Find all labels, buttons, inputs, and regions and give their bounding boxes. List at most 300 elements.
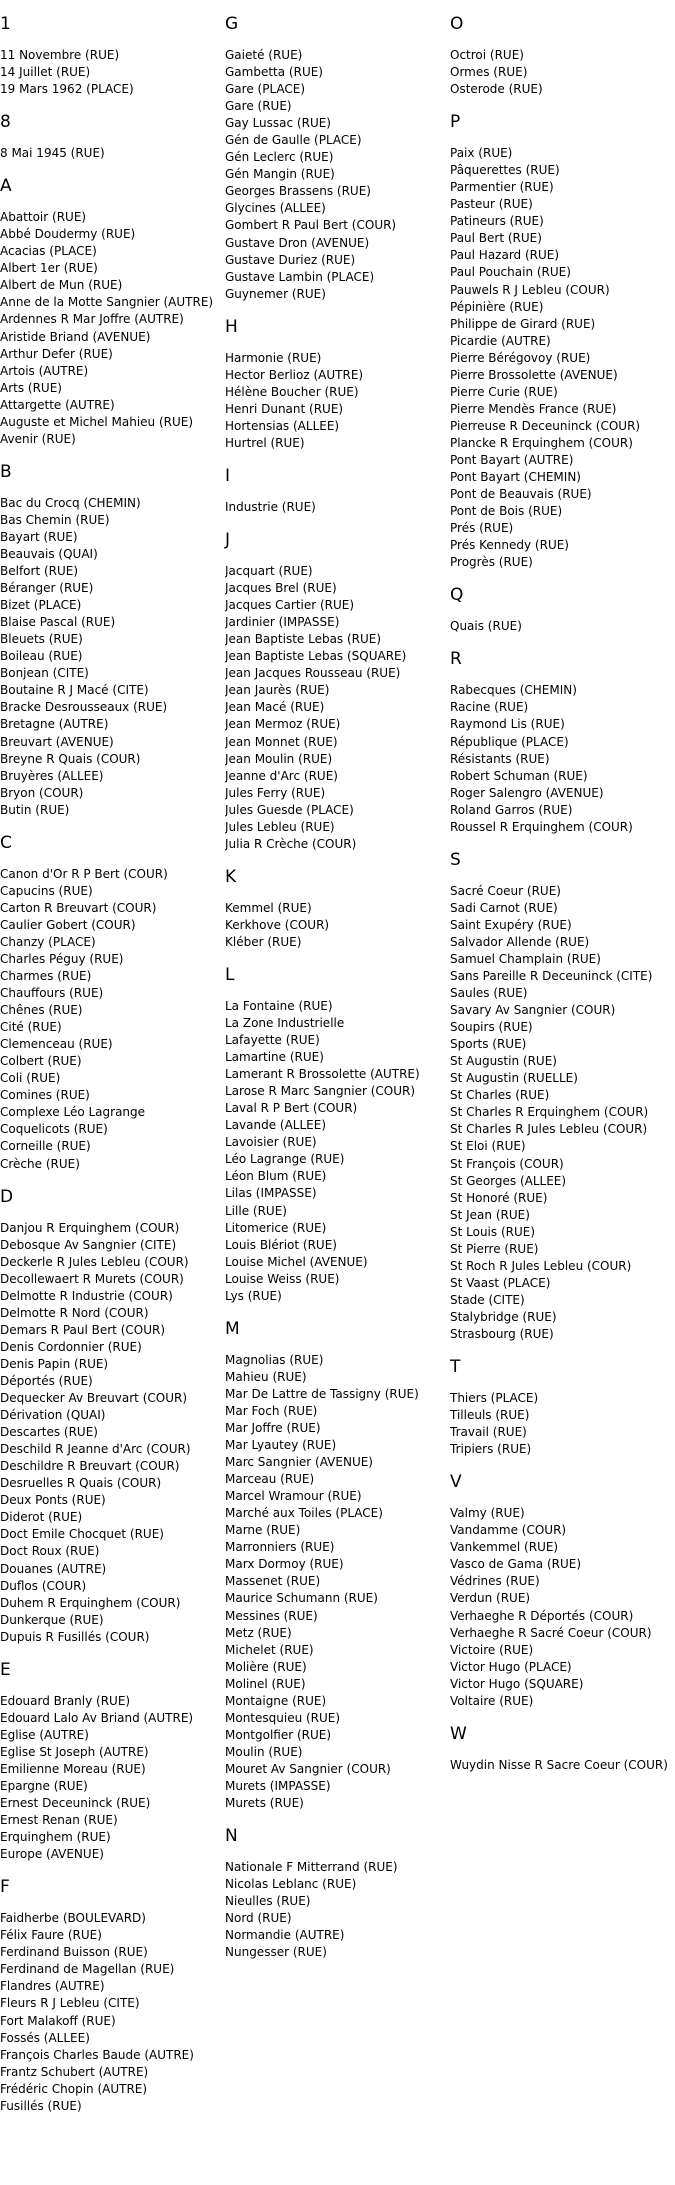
street-entry: Epargne (RUE): [0, 1778, 88, 1793]
street-entry: Nord (RUE): [225, 1911, 292, 1926]
street-entry: Gaieté (RUE): [225, 48, 303, 62]
street-entry: Belfort (RUE): [0, 564, 79, 579]
street-list: [225, 563, 450, 853]
street-entry: Doct Roux (RUE): [0, 1544, 100, 1559]
street-entry: Roussel R Erquinghem (COUR): [450, 819, 633, 834]
street-entry: Marc Sangnier (AVENUE): [225, 1455, 373, 1470]
street-entry: Tripiers (RUE): [450, 1442, 532, 1457]
street-entry: Arthur Defer (RUE): [0, 346, 113, 361]
street-entry: Eglise St Joseph (AUTRE): [0, 1744, 149, 1759]
street-entry: Aristide Briand (AVENUE): [0, 329, 151, 344]
letter-heading: R: [450, 649, 462, 670]
letter-section: [450, 648, 675, 835]
street-entry: Douanes (AUTRE): [0, 1561, 107, 1576]
letter-section: [0, 13, 225, 98]
street-entry: Paul Bert (RUE): [450, 231, 542, 246]
letter-heading: L: [225, 964, 235, 985]
street-entry: Picardie (AUTRE): [450, 333, 551, 348]
street-list: [0, 866, 225, 1173]
street-entry: Hurtrel (RUE): [225, 435, 305, 450]
street-entry: Jean Jacques Rousseau (RUE): [225, 666, 401, 681]
letter-section: [225, 316, 450, 452]
street-entry: Flandres (AUTRE): [0, 1979, 105, 1994]
street-entry: Bayart (RUE): [0, 529, 78, 544]
street-entry: Jean Moulin (RUE): [225, 751, 333, 766]
street-entry: St Eloi (RUE): [450, 1139, 526, 1154]
street-entry: Desruelles R Quais (COUR): [0, 1476, 162, 1491]
street-entry: Butin (RUE): [0, 802, 70, 817]
street-entry: Védrines (RUE): [450, 1574, 540, 1589]
street-entry: Canon d'Or R P Bert (COUR): [0, 866, 168, 881]
street-entry: Bac du Crocq (CHEMIN): [0, 495, 141, 510]
street-entry: Pépinière (RUE): [450, 299, 544, 314]
street-entry: Gustave Dron (AVENUE): [225, 235, 370, 250]
street-entry: Chanzy (PLACE): [0, 934, 96, 949]
street-entry: Carton R Breuvart (COUR): [0, 900, 157, 915]
letter-section: [0, 1876, 225, 2115]
street-entry: Gustave Duriez (RUE): [225, 252, 356, 267]
street-entry: Edouard Lalo Av Briand (AUTRE): [0, 1710, 194, 1725]
street-entry: Voltaire (RUE): [450, 1693, 534, 1708]
street-entry: Bracke Desrousseaux (RUE): [0, 700, 168, 715]
street-entry: Léon Blum (RUE): [225, 1169, 327, 1184]
street-list: [0, 1220, 225, 1646]
street-entry: Marché aux Toiles (PLACE): [225, 1506, 383, 1521]
street-entry: Résistants (RUE): [450, 751, 550, 766]
street-entry: Kléber (RUE): [225, 934, 302, 949]
letter-heading: A: [0, 176, 12, 197]
street-entry: Nieulles (RUE): [225, 1894, 311, 1909]
street-entry: Salvador Allende (RUE): [450, 934, 590, 949]
street-list: [450, 145, 675, 571]
letter-section: [450, 584, 675, 635]
street-entry: Gay Lussac (RUE): [225, 116, 331, 131]
street-entry: Sacré Coeur (RUE): [450, 883, 561, 898]
street-entry: Dequecker Av Breuvart (COUR): [0, 1391, 188, 1406]
letter-section: [0, 461, 225, 819]
street-entry: Soupirs (RUE): [450, 1020, 533, 1035]
street-entry: Jardinier (IMPASSE): [225, 615, 340, 630]
letter-heading: M: [225, 1318, 240, 1339]
street-entry: Nicolas Leblanc (RUE): [225, 1877, 357, 1892]
street-entry: St Roch R Jules Lebleu (COUR): [450, 1258, 632, 1273]
street-entry: Ernest Renan (RUE): [0, 1813, 118, 1828]
letter-heading: P: [450, 112, 461, 133]
street-entry: Raymond Lis (RUE): [450, 717, 565, 732]
street-entry: Albert 1er (RUE): [0, 261, 98, 276]
street-entry: Lille (RUE): [225, 1203, 287, 1218]
street-entry: Bizet (PLACE): [0, 598, 82, 613]
street-entry: Verdun (RUE): [450, 1591, 531, 1606]
street-entry: Europe (AVENUE): [0, 1847, 104, 1862]
street-list: [225, 1352, 450, 1812]
street-entry: Marceau (RUE): [225, 1472, 315, 1487]
street-entry: Gén Mangin (RUE): [225, 167, 335, 182]
street-entry: Litomerice (RUE): [225, 1220, 327, 1235]
street-entry: Roger Salengro (AVENUE): [450, 785, 604, 800]
street-entry: Montaigne (RUE): [225, 1693, 327, 1708]
street-entry: Jean Baptiste Lebas (SQUARE): [225, 649, 407, 664]
street-entry: Lafayette (RUE): [225, 1033, 320, 1048]
street-entry: Vasco de Gama (RUE): [450, 1557, 582, 1572]
letter-heading: 8: [0, 112, 11, 133]
street-entry: Pauwels R J Lebleu (COUR): [450, 282, 610, 297]
street-entry: Danjou R Erquinghem (COUR): [0, 1220, 180, 1235]
street-entry: Henri Dunant (RUE): [225, 401, 344, 416]
street-entry: Thiers (PLACE): [450, 1391, 539, 1406]
letter-heading: C: [0, 832, 12, 853]
street-entry: Coquelicots (RUE): [0, 1122, 108, 1137]
letter-section: [225, 529, 450, 853]
street-entry: Delmotte R Nord (COUR): [0, 1305, 149, 1320]
letter-heading: G: [225, 14, 239, 34]
street-entry: Strasbourg (RUE): [450, 1327, 554, 1341]
street-entry: Deschildre R Breuvart (COUR): [0, 1459, 180, 1474]
street-entry: St Honoré (RUE): [450, 1190, 548, 1205]
street-entry: La Zone Industrielle: [225, 1016, 345, 1031]
letter-heading: B: [0, 461, 12, 482]
street-entry: Edouard Branly (RUE): [0, 1693, 131, 1708]
street-entry: Massenet (RUE): [225, 1574, 321, 1589]
street-entry: Gombert R Paul Bert (COUR): [225, 218, 397, 233]
street-entry: Abbé Doudermy (RUE): [0, 227, 136, 242]
street-entry: Pierre Curie (RUE): [450, 384, 558, 399]
street-entry: Vankemmel (RUE): [450, 1540, 559, 1555]
street-entry: Colbert (RUE): [0, 1054, 82, 1069]
letter-section: [450, 849, 675, 1343]
street-entry: Lamartine (RUE): [225, 1050, 324, 1065]
street-entry: St Jean (RUE): [450, 1207, 530, 1222]
street-entry: Victor Hugo (SQUARE): [450, 1676, 584, 1691]
street-entry: Doct Emile Chocquet (RUE): [0, 1527, 164, 1542]
street-entry: Roland Garros (RUE): [450, 802, 573, 817]
street-entry: Attargette (AUTRE): [0, 397, 115, 412]
street-entry: Magnolias (RUE): [225, 1352, 324, 1367]
street-entry: Victor Hugo (PLACE): [450, 1659, 572, 1674]
street-entry: Jean Monnet (RUE): [225, 734, 338, 749]
street-entry: Lamerant R Brossolette (AUTRE): [225, 1067, 420, 1082]
street-entry: Léo Lagrange (RUE): [225, 1152, 345, 1167]
letter-section: [450, 1723, 675, 1774]
street-entry: Sports (RUE): [450, 1037, 527, 1052]
letter-heading: 1: [0, 14, 11, 34]
street-entry: Pont de Beauvais (RUE): [450, 487, 592, 502]
street-entry: Georges Brassens (RUE): [225, 184, 371, 199]
street-entry: Samuel Champlain (RUE): [450, 951, 601, 966]
street-entry: Erquinghem (RUE): [0, 1830, 111, 1845]
street-entry: Denis Papin (RUE): [0, 1356, 109, 1371]
street-entry: Abattoir (RUE): [0, 210, 87, 225]
street-entry: Bonjean (CITE): [0, 666, 89, 681]
street-entry: Valmy (RUE): [450, 1506, 525, 1521]
street-list: [0, 1910, 225, 2115]
street-entry: Ardennes R Mar Joffre (AUTRE): [0, 312, 184, 327]
street-entry: Jeanne d'Arc (RUE): [225, 768, 338, 783]
street-entry: Denis Cordonnier (RUE): [0, 1339, 142, 1354]
street-entry: Messines (RUE): [225, 1608, 318, 1623]
street-entry: Nationale F Mitterrand (RUE): [225, 1860, 398, 1875]
street-entry: Fusillés (RUE): [0, 2098, 82, 2113]
street-entry: Jean Jaurès (RUE): [225, 683, 330, 698]
street-entry: Fort Malakoff (RUE): [0, 2013, 116, 2028]
street-entry: Sadi Carnot (RUE): [450, 900, 558, 915]
street-list: [0, 495, 225, 819]
street-entry: Boutaine R J Macé (CITE): [0, 683, 149, 698]
street-entry: Deckerle R Jules Lebleu (COUR): [0, 1254, 189, 1269]
street-entry: Robert Schuman (RUE): [450, 768, 588, 783]
street-entry: Auguste et Michel Mahieu (RUE): [0, 414, 194, 429]
letter-section: [450, 1471, 675, 1710]
street-entry: Bas Chemin (RUE): [0, 512, 110, 527]
street-entry: Glycines (ALLEE): [225, 201, 326, 216]
street-entry: Lys (RUE): [225, 1288, 282, 1303]
street-entry: Diderot (RUE): [0, 1510, 83, 1525]
street-entry: Stalybridge (RUE): [450, 1309, 557, 1324]
street-entry: Lilas (IMPASSE): [225, 1186, 317, 1201]
street-entry: Murets (RUE): [225, 1796, 304, 1811]
street-entry: Paix (RUE): [450, 146, 513, 161]
street-entry: Paul Pouchain (RUE): [450, 265, 571, 280]
street-entry: Murets (IMPASSE): [225, 1778, 331, 1793]
street-entry: Emilienne Moreau (RUE): [0, 1761, 146, 1776]
letter-section: [450, 13, 675, 98]
letter-heading: S: [450, 849, 461, 870]
street-entry: Nungesser (RUE): [225, 1945, 327, 1960]
street-entry: Saint Exupéry (RUE): [450, 917, 572, 932]
street-entry: Breyne R Quais (COUR): [0, 751, 141, 766]
street-entry: Eglise (AUTRE): [0, 1727, 89, 1742]
street-entry: Octroi (RUE): [450, 48, 524, 62]
street-list: [225, 1859, 450, 1961]
street-entry: Dunkerque (RUE): [0, 1612, 104, 1627]
street-entry: Bretagne (AUTRE): [0, 717, 109, 732]
street-entry: Ernest Deceuninck (RUE): [0, 1796, 151, 1811]
street-entry: Frédéric Chopin (AUTRE): [0, 2081, 148, 2096]
letter-section: [450, 111, 675, 571]
street-entry: Corneille (RUE): [0, 1139, 91, 1154]
street-entry: Bleuets (RUE): [0, 632, 83, 647]
street-entry: Kerkhove (COUR): [225, 917, 330, 932]
street-entry: Vandamme (COUR): [450, 1523, 567, 1538]
street-entry: Travail (RUE): [450, 1425, 527, 1440]
street-entry: Patineurs (RUE): [450, 214, 544, 229]
street-entry: Ferdinand Buisson (RUE): [0, 1945, 148, 1960]
street-entry: Hélène Boucher (RUE): [225, 384, 359, 399]
street-entry: Jean Macé (RUE): [225, 700, 325, 715]
street-entry: Gambetta (RUE): [225, 65, 323, 80]
street-entry: Deschild R Jeanne d'Arc (COUR): [0, 1442, 191, 1457]
street-entry: Mar De Lattre de Tassigny (RUE): [225, 1386, 419, 1401]
column-1: [0, 0, 225, 2115]
street-list: [450, 1757, 675, 1774]
street-entry: Fleurs R J Lebleu (CITE): [0, 1996, 140, 2011]
street-list: [450, 883, 675, 1343]
street-entry: Jean Mermoz (RUE): [225, 717, 341, 732]
street-entry: Louise Michel (AVENUE): [225, 1254, 368, 1269]
street-entry: Clemenceau (RUE): [0, 1037, 113, 1052]
street-entry: Prés (RUE): [450, 521, 514, 536]
street-entry: Capucins (RUE): [0, 883, 93, 898]
street-entry: Faidherbe (BOULEVARD): [0, 1911, 146, 1926]
street-list: [0, 145, 225, 162]
street-entry: Gare (PLACE): [225, 82, 306, 97]
street-entry: Déportés (RUE): [0, 1374, 93, 1388]
street-entry: Progrès (RUE): [450, 555, 533, 570]
letter-section: [450, 1356, 675, 1458]
street-entry: Pont Bayart (CHEMIN): [450, 470, 581, 485]
street-entry: Bryon (COUR): [0, 785, 84, 800]
letter-section: [225, 1318, 450, 1812]
street-entry: Saules (RUE): [450, 986, 528, 1001]
street-entry: Lavoisier (RUE): [225, 1135, 317, 1150]
street-entry: St Pierre (RUE): [450, 1241, 539, 1256]
street-entry: Félix Faure (RUE): [0, 1928, 102, 1943]
street-entry: Pierreuse R Deceuninck (COUR): [450, 418, 641, 433]
street-entry: Michelet (RUE): [225, 1642, 314, 1657]
street-entry: Victoire (RUE): [450, 1642, 534, 1657]
street-entry: Arts (RUE): [0, 380, 62, 395]
street-list: [0, 209, 225, 448]
street-entry: Frantz Schubert (AUTRE): [0, 2064, 149, 2079]
street-entry: Laval R P Bert (COUR): [225, 1101, 358, 1116]
letter-heading: J: [225, 530, 231, 551]
letter-heading: I: [225, 465, 231, 486]
street-list: [225, 998, 450, 1305]
street-entry: Montgolfier (RUE): [225, 1727, 332, 1742]
letter-heading: Q: [450, 585, 464, 606]
letter-section: [0, 111, 225, 162]
letter-heading: W: [450, 1723, 467, 1744]
street-entry: Gén Leclerc (RUE): [225, 150, 334, 165]
letter-heading: D: [0, 1186, 14, 1207]
street-entry: Crèche (RUE): [0, 1156, 80, 1171]
letter-heading: N: [225, 1826, 238, 1847]
street-entry: Mar Foch (RUE): [225, 1403, 318, 1418]
street-entry: Harmonie (RUE): [225, 350, 322, 365]
street-entry: Pont Bayart (AUTRE): [450, 452, 574, 467]
street-entry: Decollewaert R Murets (COUR): [0, 1271, 184, 1286]
street-list: [225, 900, 450, 951]
street-entry: Debosque Av Sangnier (CITE): [0, 1237, 177, 1252]
street-entry: Rabecques (CHEMIN): [450, 683, 577, 698]
street-entry: Normandie (AUTRE): [225, 1928, 345, 1943]
street-entry: 11 Novembre (RUE): [0, 48, 120, 62]
street-entry: Tilleuls (RUE): [450, 1408, 530, 1423]
street-list: [450, 1505, 675, 1710]
street-entry: Demars R Paul Bert (COUR): [0, 1322, 165, 1337]
street-entry: Mar Joffre (RUE): [225, 1421, 321, 1435]
letter-section: [225, 13, 450, 303]
street-entry: St Charles (RUE): [450, 1088, 550, 1103]
street-entry: Pierre Brossolette (AVENUE): [450, 367, 618, 382]
street-entry: Hector Berlioz (AUTRE): [225, 367, 364, 382]
street-entry: Ormes (RUE): [450, 65, 528, 80]
letter-section: [0, 832, 225, 1173]
street-entry: Prés Kennedy (RUE): [450, 538, 569, 553]
street-entry: Verhaeghe R Sacré Coeur (COUR): [450, 1625, 652, 1640]
street-entry: République (PLACE): [450, 734, 569, 749]
street-entry: La Fontaine (RUE): [225, 998, 333, 1013]
street-entry: Pâquerettes (RUE): [450, 163, 560, 178]
street-entry: Ferdinand de Magellan (RUE): [0, 1962, 175, 1977]
street-entry: 8 Mai 1945 (RUE): [0, 146, 105, 161]
street-entry: Parmentier (RUE): [450, 180, 554, 195]
street-entry: Comines (RUE): [0, 1088, 90, 1103]
street-list: [225, 499, 450, 516]
street-entry: Maurice Schumann (RUE): [225, 1591, 378, 1606]
street-entry: Béranger (RUE): [0, 581, 94, 596]
street-entry: Pasteur (RUE): [450, 197, 533, 212]
letter-section: [225, 964, 450, 1305]
street-entry: Marronniers (RUE): [225, 1540, 335, 1555]
street-entry: Guynemer (RUE): [225, 286, 326, 301]
street-entry: Pierre Bérégovoy (RUE): [450, 350, 591, 365]
street-entry: Mar Lyautey (RUE): [225, 1438, 337, 1453]
street-entry: Marx Dormoy (RUE): [225, 1557, 344, 1572]
street-entry: Verhaeghe R Déportés (COUR): [450, 1608, 634, 1623]
street-entry: St Charles R Jules Lebleu (COUR): [450, 1122, 648, 1137]
street-entry: Molinel (RUE): [225, 1676, 306, 1691]
street-entry: Paul Hazard (RUE): [450, 248, 560, 263]
street-entry: Louise Weiss (RUE): [225, 1271, 340, 1286]
letter-heading: E: [0, 1659, 11, 1680]
street-entry: François Charles Baude (AUTRE): [0, 2047, 194, 2062]
street-entry: Dupuis R Fusillés (COUR): [0, 1629, 150, 1644]
street-entry: Jules Lebleu (RUE): [225, 819, 335, 834]
letter-section: [225, 866, 450, 951]
street-entry: Boileau (RUE): [0, 649, 83, 664]
street-entry: Mouret Av Sangnier (COUR): [225, 1761, 391, 1776]
street-list: [450, 682, 675, 835]
street-entry: Julia R Crèche (COUR): [225, 836, 357, 851]
street-entry: Industrie (RUE): [225, 499, 316, 514]
street-entry: Chênes (RUE): [0, 1003, 83, 1018]
street-entry: Metz (RUE): [225, 1625, 292, 1640]
street-entry: St Vaast (PLACE): [450, 1275, 551, 1290]
street-entry: Fossés (ALLEE): [0, 2030, 90, 2045]
street-entry: Anne de la Motte Sangnier (AUTRE): [0, 295, 214, 310]
street-entry: Descartes (RUE): [0, 1425, 98, 1440]
street-entry: Pont de Bois (RUE): [450, 504, 563, 519]
street-entry: Duflos (COUR): [0, 1578, 87, 1593]
street-entry: Bruyères (ALLEE): [0, 768, 104, 783]
street-entry: 14 Juillet (RUE): [0, 65, 91, 80]
street-entry: Cité (RUE): [0, 1020, 62, 1035]
street-entry: St Georges (ALLEE): [450, 1173, 567, 1188]
column-3: [450, 0, 675, 1774]
street-entry: Delmotte R Industrie (COUR): [0, 1288, 173, 1303]
street-entry: Charmes (RUE): [0, 969, 92, 984]
street-entry: Hortensias (ALLEE): [225, 418, 340, 433]
street-entry: Plancke R Erquinghem (COUR): [450, 435, 633, 450]
street-entry: Quais (RUE): [450, 619, 522, 634]
street-entry: Gén de Gaulle (PLACE): [225, 133, 362, 148]
street-entry: Caulier Gobert (COUR): [0, 917, 136, 932]
street-entry: St François (COUR): [450, 1156, 564, 1171]
letter-section: [225, 465, 450, 516]
street-list: [0, 1693, 225, 1863]
street-entry: Savary Av Sangnier (COUR): [450, 1003, 616, 1018]
street-entry: Osterode (RUE): [450, 82, 543, 97]
street-entry: St Augustin (RUELLE): [450, 1071, 578, 1086]
street-entry: Blaise Pascal (RUE): [0, 615, 116, 630]
street-entry: Dérivation (QUAI): [0, 1408, 106, 1423]
street-entry: Pierre Mendès France (RUE): [450, 401, 617, 416]
letter-heading: O: [450, 14, 464, 34]
street-list: [450, 47, 675, 98]
letter-section: [225, 1825, 450, 1961]
street-entry: St Charles R Erquinghem (COUR): [450, 1105, 649, 1120]
